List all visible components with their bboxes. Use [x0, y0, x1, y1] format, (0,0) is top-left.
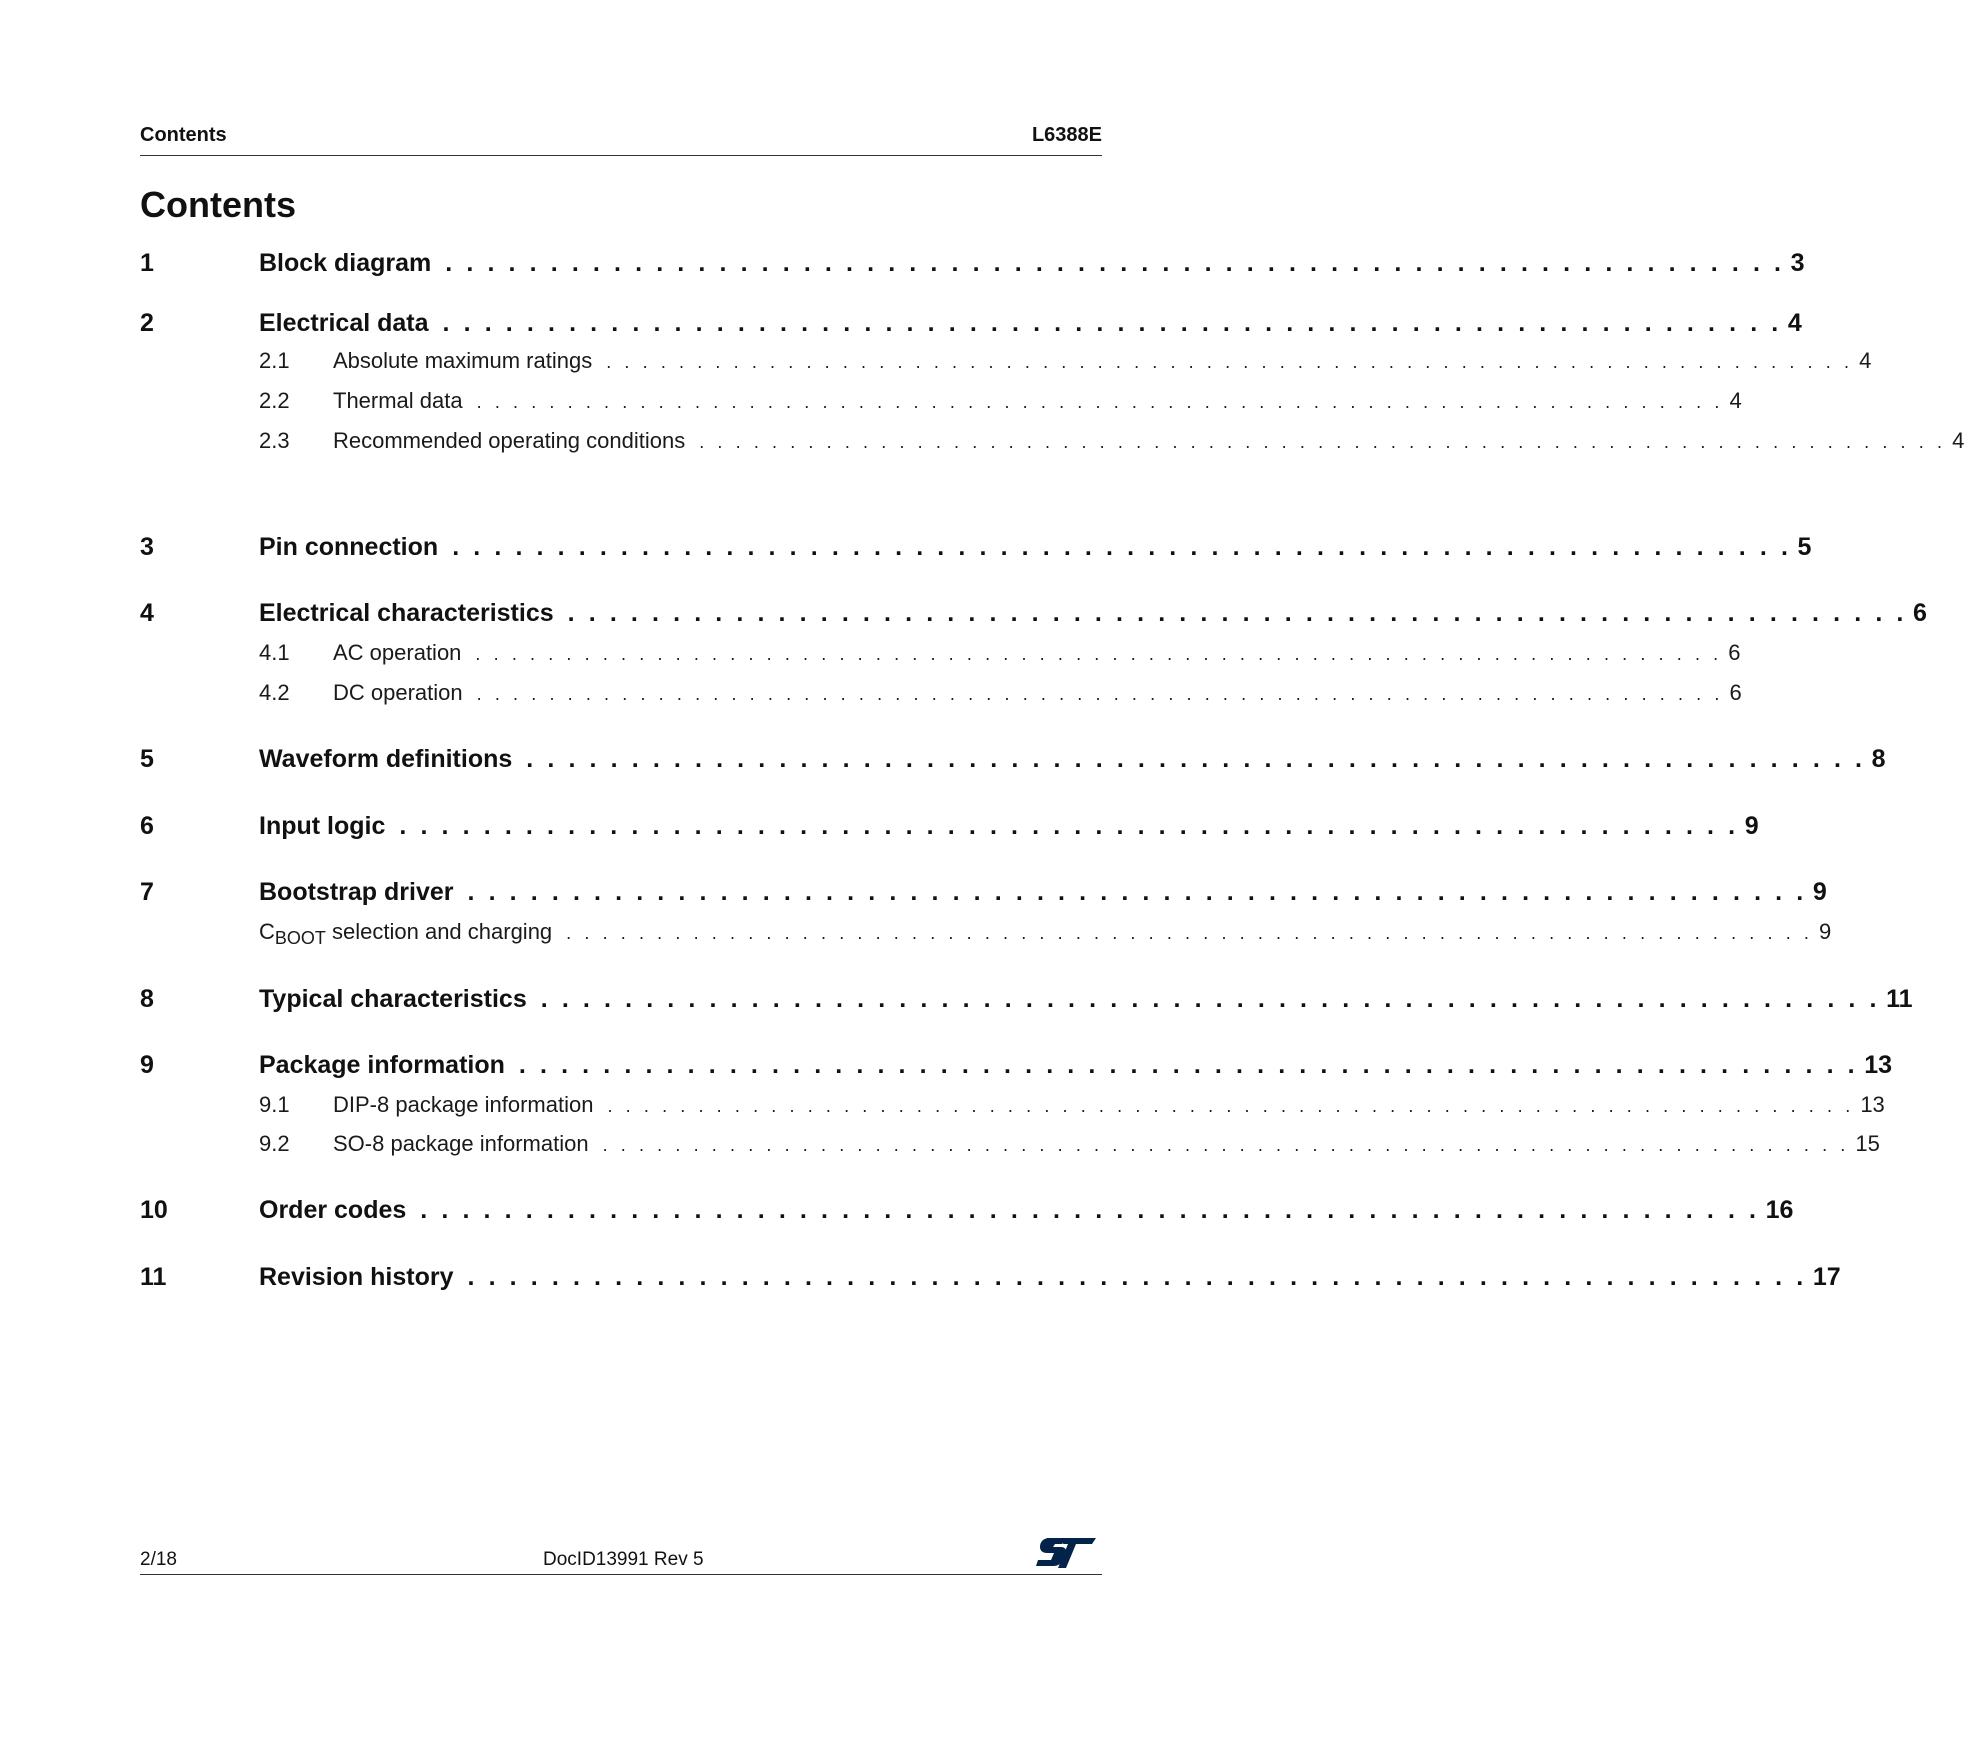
toc-leader: . . . . . . . . . . . . . . . . . . . . . . . . . . . . . . . . . . . . . . . . . . . . . . . . . . . . . . . . . . . . . . . . . . . . . [606, 352, 1854, 372]
toc-entry[interactable] [140, 599, 1927, 628]
toc-title: Absolute maximum ratings [333, 348, 593, 373]
footer-doc-id: DocID13991 Rev 5 [543, 1549, 704, 1570]
toc-number: 10 [140, 1196, 168, 1224]
toc-number: 3 [140, 533, 154, 561]
toc-page: 16 [1765, 1196, 1794, 1224]
toc-subentry[interactable] [140, 1131, 1880, 1157]
toc-entry[interactable] [140, 249, 1805, 278]
toc-leader: . . . . . . . . . . . . . . . . . . . . . . . . . . . . . . . . . . . . . . . . . . . . . . . . . . . . . . . . . . . . . . . . . . . . . [566, 923, 1814, 943]
toc-subentry[interactable] [140, 680, 1742, 706]
toc-title: DIP-8 package information [333, 1092, 594, 1117]
toc-number: 4 [140, 599, 154, 627]
toc-title: Electrical data [259, 309, 429, 337]
page-title: Contents [140, 184, 296, 225]
toc-leader: . . . . . . . . . . . . . . . . . . . . . . . . . . . . . . . . . . . . . . . . . . . . . . . . . . . . . . . . . . . . . . . . [567, 599, 1907, 627]
toc-title: Revision history [259, 1263, 454, 1291]
toc-title: Recommended operating conditions [333, 428, 686, 453]
toc-page: 11 [1886, 985, 1913, 1013]
toc-leader: . . . . . . . . . . . . . . . . . . . . . . . . . . . . . . . . . . . . . . . . . . . . . . . . . . . . . . . . . . . . . . . . . . . . . [602, 1135, 1850, 1155]
toc-number: 9.1 [259, 1092, 290, 1117]
toc-title: DC operation [333, 680, 463, 705]
toc-number: 11 [140, 1263, 167, 1291]
toc-leader: . . . . . . . . . . . . . . . . . . . . . . . . . . . . . . . . . . . . . . . . . . . . . . . . . . . . . . . . . . . . . . . . . . . . . [699, 432, 1947, 452]
toc-page: 9 [1744, 812, 1759, 840]
toc-number: 2.1 [259, 348, 290, 373]
toc-title: Thermal data [333, 388, 463, 413]
toc-title: Bootstrap driver [259, 878, 454, 906]
toc-number: 1 [140, 249, 154, 277]
toc-page: 9 [1812, 878, 1827, 906]
toc-title: Electrical characteristics [259, 599, 554, 627]
toc-leader: . . . . . . . . . . . . . . . . . . . . . . . . . . . . . . . . . . . . . . . . . . . . . . . . . . . . . . . . . . . . . . . . [467, 1263, 1807, 1291]
toc-number: 2.3 [259, 428, 290, 453]
st-logo-icon [1036, 1534, 1098, 1570]
toc-title-text: selection and charging [325, 919, 553, 944]
toc-subentry[interactable] [140, 640, 1741, 666]
toc-entry[interactable] [140, 985, 1913, 1014]
toc-page: 4 [1729, 388, 1742, 413]
cboot-subscript: BOOT [274, 928, 326, 948]
toc-title: AC operation [333, 640, 462, 665]
toc-number: 9 [140, 1051, 154, 1079]
toc-number: 4.1 [259, 640, 290, 665]
footer-page-number: 2/18 [140, 1549, 177, 1570]
toc-page: 6 [1912, 599, 1927, 627]
toc-page: 13 [1860, 1092, 1885, 1117]
toc-page: 8 [1871, 745, 1886, 773]
toc-title: Input logic [259, 812, 386, 840]
toc-subentry[interactable] [140, 428, 1964, 454]
toc-leader: . . . . . . . . . . . . . . . . . . . . . . . . . . . . . . . . . . . . . . . . . . . . . . . . . . . . . . . . . . . . . . . . . . . . . [476, 684, 1724, 704]
toc-subentry[interactable] [140, 1092, 1885, 1118]
toc-entry[interactable] [140, 1051, 1893, 1080]
toc-page: 13 [1864, 1051, 1893, 1079]
toc-page: 4 [1787, 309, 1802, 337]
toc-page: 5 [1797, 533, 1812, 561]
toc-entry[interactable] [140, 745, 1886, 774]
toc-leader: . . . . . . . . . . . . . . . . . . . . . . . . . . . . . . . . . . . . . . . . . . . . . . . . . . . . . . . . . . . . . . . . [420, 1196, 1760, 1224]
toc-number: 4.2 [259, 680, 290, 705]
toc-number: 2 [140, 309, 154, 337]
toc-page: 3 [1790, 249, 1805, 277]
toc-title: Block diagram [259, 249, 432, 277]
toc-leader: . . . . . . . . . . . . . . . . . . . . . . . . . . . . . . . . . . . . . . . . . . . . . . . . . . . . . . . . . . . . . . . . . . . . . [607, 1096, 1855, 1116]
toc-title: Pin connection [259, 533, 439, 561]
toc-leader: . . . . . . . . . . . . . . . . . . . . . . . . . . . . . . . . . . . . . . . . . . . . . . . . . . . . . . . . . . . . . . . . [442, 309, 1782, 337]
toc-page: 6 [1728, 640, 1741, 665]
header-part-number: L6388E [1031, 124, 1102, 146]
toc-number: 5 [140, 745, 154, 773]
running-header [140, 121, 1102, 147]
toc-title: Order codes [259, 1196, 407, 1224]
toc-entry[interactable] [140, 812, 1759, 841]
toc-leader: . . . . . . . . . . . . . . . . . . . . . . . . . . . . . . . . . . . . . . . . . . . . . . . . . . . . . . . . . . . . . . . . [526, 745, 1866, 773]
toc-leader: . . . . . . . . . . . . . . . . . . . . . . . . . . . . . . . . . . . . . . . . . . . . . . . . . . . . . . . . . . . . . . . . . . . . . [476, 392, 1724, 412]
toc-leader: . . . . . . . . . . . . . . . . . . . . . . . . . . . . . . . . . . . . . . . . . . . . . . . . . . . . . . . . . . . . . . . . . . . . . [475, 644, 1723, 664]
toc-number: 8 [140, 985, 154, 1013]
toc-title: Package information [259, 1051, 505, 1079]
toc-page: 4 [1952, 428, 1964, 453]
toc-entry[interactable] [140, 1196, 1794, 1225]
toc-subentry[interactable] [140, 388, 1742, 414]
toc-page: 4 [1859, 348, 1872, 373]
header-rule [140, 155, 1102, 156]
toc-title: SO-8 package information [333, 1131, 589, 1156]
toc-number: 2.2 [259, 388, 290, 413]
toc-leader: . . . . . . . . . . . . . . . . . . . . . . . . . . . . . . . . . . . . . . . . . . . . . . . . . . . . . . . . . . . . . . . . [467, 878, 1807, 906]
toc-entry[interactable] [140, 878, 1827, 907]
toc-page: 9 [1819, 919, 1832, 944]
toc-page: 15 [1855, 1131, 1880, 1156]
toc-leader: . . . . . . . . . . . . . . . . . . . . . . . . . . . . . . . . . . . . . . . . . . . . . . . . . . . . . . . . . . . . . . . . [518, 1051, 1859, 1079]
toc-title: Typical characteristics [259, 985, 527, 1013]
toc-leader: . . . . . . . . . . . . . . . . . . . . . . . . . . . . . . . . . . . . . . . . . . . . . . . . . . . . . . . . . . . . . . . . [452, 533, 1792, 561]
toc-title: Waveform definitions [259, 745, 513, 773]
toc-entry[interactable] [140, 309, 1802, 338]
toc-entry[interactable] [140, 1263, 1841, 1292]
footer-rule [140, 1574, 1102, 1575]
toc-leader: . . . . . . . . . . . . . . . . . . . . . . . . . . . . . . . . . . . . . . . . . . . . . . . . . . . . . . . . . . . . . . . . [399, 812, 1739, 840]
toc-number: 6 [140, 812, 154, 840]
toc-subentry[interactable] [140, 919, 1832, 949]
cboot-symbol: C [259, 919, 275, 944]
toc-page: 17 [1812, 1263, 1841, 1291]
toc-entry[interactable] [140, 533, 1812, 562]
header-section: Contents [140, 124, 227, 146]
toc-leader: . . . . . . . . . . . . . . . . . . . . . . . . . . . . . . . . . . . . . . . . . . . . . . . . . . . . . . . . . . . . . . . . [540, 985, 1881, 1013]
toc-leader: . . . . . . . . . . . . . . . . . . . . . . . . . . . . . . . . . . . . . . . . . . . . . . . . . . . . . . . . . . . . . . . . [445, 249, 1785, 277]
toc-number: 7 [140, 878, 154, 906]
toc-number: 9.2 [259, 1131, 290, 1156]
toc-subentry[interactable] [140, 348, 1872, 374]
toc-title [259, 919, 566, 949]
toc-page: 6 [1729, 680, 1742, 705]
